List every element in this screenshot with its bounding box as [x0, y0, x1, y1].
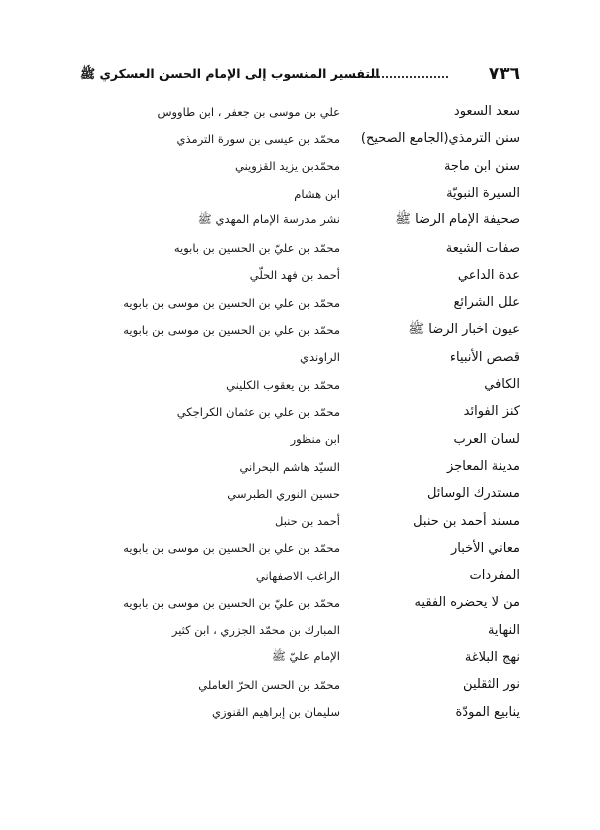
reference-author: محمّد بن عليّ بن الحسين بن موسى بن بابويه [123, 595, 340, 610]
reference-title: النهاية [487, 622, 520, 638]
reference-author: ابن منظور [290, 432, 340, 447]
reference-row [78, 699, 520, 726]
reference-row [78, 234, 520, 261]
reference-row [78, 125, 520, 152]
reference-row [78, 180, 520, 207]
reference-row [78, 562, 520, 589]
page-header [80, 62, 520, 86]
reference-author: محمّدبن يزيد القزويني [235, 159, 340, 174]
references-list [78, 98, 520, 726]
reference-title: السيرة النبويّة [446, 186, 520, 202]
reference-row [78, 617, 520, 644]
reference-row [78, 480, 520, 507]
reference-author: سليمان بن إبراهيم القنوزي [211, 705, 340, 720]
reference-title: سنن ابن ماجة [443, 158, 520, 174]
reference-row [78, 426, 520, 453]
reference-title: قصص الأنبياء [449, 349, 520, 365]
reference-title: علل الشرائع [453, 295, 520, 311]
reference-author: نشر مدرسة الإمام المهدي ﷺ [197, 212, 340, 227]
reference-author: حسين النوري الطبرسي [227, 486, 340, 501]
reference-row [78, 507, 520, 534]
reference-title: سعد السعود [453, 104, 520, 120]
reference-title: ينابيع المودّة [455, 704, 520, 720]
reference-title: معاني الأخبار [450, 540, 520, 556]
reference-title: مستدرك الوسائل [426, 486, 520, 502]
reference-row [78, 344, 520, 371]
reference-author: ابن هشام [294, 186, 340, 201]
reference-row [78, 153, 520, 180]
reference-row [78, 589, 520, 616]
reference-row [78, 644, 520, 671]
reference-title: كنز الفوائد [463, 404, 520, 420]
reference-author: المبارك بن محمّد الجزري ، ابن كثير [171, 623, 340, 638]
reference-author: أحمد بن فهد الحلّي [249, 268, 340, 283]
reference-author: محمّد بن علي بن الحسين بن موسى بن بابويه [123, 323, 340, 338]
reference-author: محمّد بن علي بن الحسين بن موسى بن بابويه [123, 295, 340, 310]
reference-title: مدينة المعاجز [447, 459, 520, 474]
reference-author: الإمام عليّ ﷺ [272, 649, 340, 664]
reference-author: محمّد بن علي بن عثمان الكراجكي [176, 404, 340, 419]
reference-title: عدة الداعي [457, 267, 520, 283]
page-number: ٧٣٦ [488, 64, 520, 84]
reference-title: لسان العرب [453, 431, 520, 447]
reference-author: محمّد بن عيسى بن سورة الترمذي [176, 131, 340, 146]
reference-author: أحمد بن حنبل [274, 514, 340, 529]
reference-title: نور الثقلين [463, 677, 520, 693]
reference-title: صحيفة الإمام الرضا ﷺ [395, 212, 520, 228]
reference-title: نهج البلاغة [464, 650, 520, 666]
reference-row [78, 453, 520, 480]
reference-author: السيّد هاشم البحراني [239, 459, 340, 474]
reference-title: من لا يحضره الفقيه [414, 595, 520, 611]
reference-author: علي بن موسى بن جعفر ، ابن طاووس [157, 104, 340, 119]
reference-row [78, 207, 520, 234]
reference-row [78, 671, 520, 698]
reference-title: الكافي [484, 377, 520, 393]
reference-row [78, 535, 520, 562]
running-book-title: التفسير المنسوب إلى الإمام الحسن العسكري ﷺ [80, 66, 380, 81]
reference-author: محمّد بن علي بن الحسين بن موسى بن بابويه [123, 541, 340, 556]
reference-title: مسند أحمد بن حنبل [413, 513, 520, 529]
reference-row [78, 262, 520, 289]
reference-title: سنن الترمذي(الجامع الصحيح) [360, 131, 520, 147]
reference-title: المفردات [469, 568, 520, 584]
reference-row [78, 371, 520, 398]
reference-author: محمّد بن يعقوب الكليني [226, 377, 340, 392]
reference-title: عيون اخبار الرضا ﷺ [408, 321, 520, 337]
reference-row [78, 398, 520, 425]
reference-row [78, 316, 520, 343]
reference-title: صفات الشيعة [445, 240, 520, 256]
reference-author: الراغب الاصفهاني [255, 568, 340, 583]
reference-author: محمّد بن الحسن الحرّ العاملي [198, 677, 340, 692]
reference-author: محمّد بن عليّ بن الحسين بن بابويه [173, 241, 340, 256]
reference-row [78, 98, 520, 125]
reference-author: الراوندي [299, 350, 340, 365]
reference-row [78, 289, 520, 316]
